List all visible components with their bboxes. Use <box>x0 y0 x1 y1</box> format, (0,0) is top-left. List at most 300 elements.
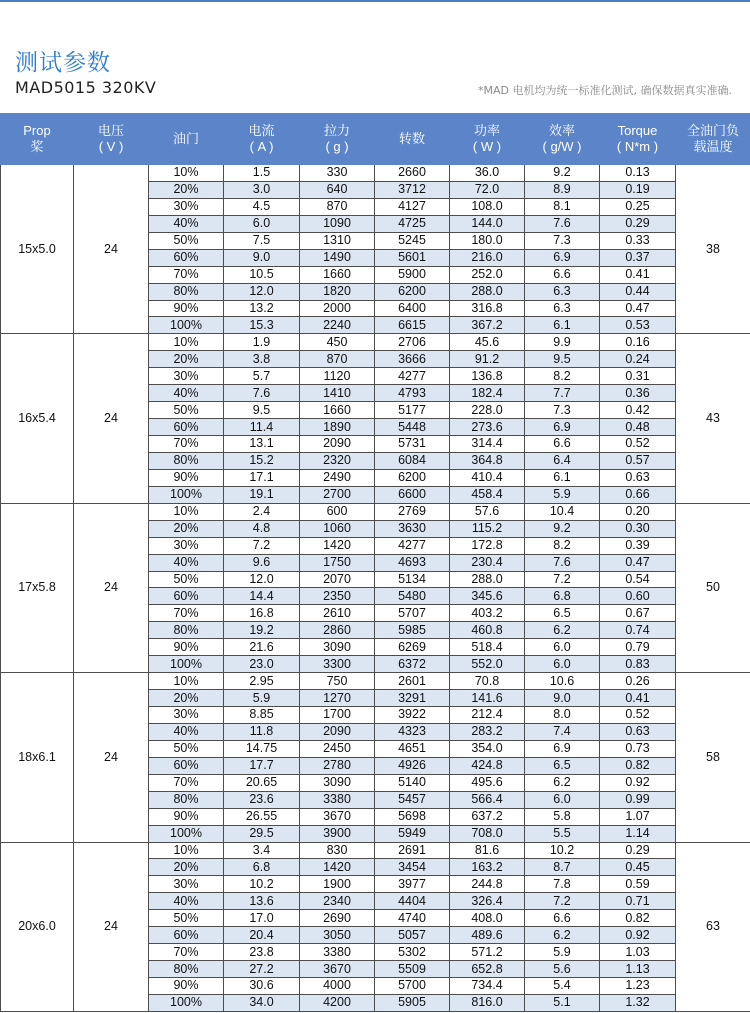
thrust-cell: 2450 <box>300 740 375 757</box>
temperature-cell: 63 <box>676 842 750 1011</box>
thrust-cell: 3670 <box>300 961 375 978</box>
thrust-cell: 2780 <box>300 757 375 774</box>
rpm-cell: 3922 <box>375 707 450 724</box>
power-cell: 163.2 <box>450 859 525 876</box>
temperature-cell: 50 <box>676 503 750 672</box>
thrust-cell: 1890 <box>300 419 375 436</box>
torque-cell: 0.63 <box>600 469 676 486</box>
throttle-cell: 10% <box>149 503 224 520</box>
torque-cell: 1.07 <box>600 808 676 825</box>
efficiency-cell: 7.3 <box>525 402 600 419</box>
col-header-torque: Torque ( N*m ) <box>600 114 676 165</box>
torque-cell: 0.83 <box>600 656 676 673</box>
efficiency-cell: 6.3 <box>525 283 600 300</box>
thrust-cell: 1410 <box>300 385 375 402</box>
throttle-cell: 40% <box>149 723 224 740</box>
torque-cell: 0.47 <box>600 554 676 571</box>
efficiency-cell: 6.2 <box>525 774 600 791</box>
temperature-cell: 43 <box>676 334 750 503</box>
power-cell: 172.8 <box>450 537 525 554</box>
rpm-cell: 5601 <box>375 249 450 266</box>
thrust-cell: 1420 <box>300 537 375 554</box>
power-cell: 345.6 <box>450 588 525 605</box>
rpm-cell: 5509 <box>375 961 450 978</box>
throttle-cell: 50% <box>149 402 224 419</box>
torque-cell: 0.67 <box>600 605 676 622</box>
col-header-temperature: 全油门负 载温度 <box>676 114 750 165</box>
throttle-cell: 60% <box>149 757 224 774</box>
throttle-cell: 100% <box>149 994 224 1011</box>
power-cell: 652.8 <box>450 961 525 978</box>
current-cell: 10.5 <box>224 266 300 283</box>
rpm-cell: 6200 <box>375 283 450 300</box>
current-cell: 1.5 <box>224 165 300 182</box>
throttle-cell: 90% <box>149 300 224 317</box>
current-cell: 4.8 <box>224 520 300 537</box>
current-cell: 7.6 <box>224 385 300 402</box>
throttle-cell: 100% <box>149 317 224 334</box>
efficiency-cell: 9.0 <box>525 690 600 707</box>
thrust-cell: 870 <box>300 351 375 368</box>
throttle-cell: 20% <box>149 690 224 707</box>
rpm-cell: 6200 <box>375 469 450 486</box>
current-cell: 3.0 <box>224 181 300 198</box>
throttle-cell: 50% <box>149 232 224 249</box>
current-cell: 12.0 <box>224 283 300 300</box>
efficiency-cell: 6.2 <box>525 622 600 639</box>
table-row <box>1 842 750 859</box>
thrust-cell: 2240 <box>300 317 375 334</box>
throttle-cell: 20% <box>149 859 224 876</box>
throttle-cell: 50% <box>149 910 224 927</box>
power-cell: 244.8 <box>450 876 525 893</box>
power-cell: 212.4 <box>450 707 525 724</box>
throttle-cell: 10% <box>149 165 224 182</box>
torque-cell: 1.23 <box>600 978 676 995</box>
rpm-cell: 5140 <box>375 774 450 791</box>
throttle-cell: 70% <box>149 605 224 622</box>
col-header-power: 功率 ( W ) <box>450 114 525 165</box>
rpm-cell: 4651 <box>375 740 450 757</box>
efficiency-cell: 8.0 <box>525 707 600 724</box>
throttle-cell: 70% <box>149 944 224 961</box>
torque-cell: 0.29 <box>600 842 676 859</box>
rpm-cell: 5057 <box>375 927 450 944</box>
voltage-cell: 24 <box>74 334 149 503</box>
rpm-cell: 5134 <box>375 571 450 588</box>
thrust-cell: 3090 <box>300 639 375 656</box>
efficiency-cell: 6.3 <box>525 300 600 317</box>
torque-cell: 0.19 <box>600 181 676 198</box>
rpm-cell: 3454 <box>375 859 450 876</box>
motor-model: MAD5015 320KV <box>15 78 157 97</box>
current-cell: 21.6 <box>224 639 300 656</box>
power-cell: 70.8 <box>450 673 525 690</box>
rpm-cell: 5900 <box>375 266 450 283</box>
voltage-cell: 24 <box>74 673 149 842</box>
efficiency-cell: 10.4 <box>525 503 600 520</box>
efficiency-cell: 8.7 <box>525 859 600 876</box>
throttle-cell: 70% <box>149 266 224 283</box>
efficiency-cell: 9.2 <box>525 165 600 182</box>
power-cell: 57.6 <box>450 503 525 520</box>
torque-cell: 0.92 <box>600 774 676 791</box>
rpm-cell: 5905 <box>375 994 450 1011</box>
power-cell: 460.8 <box>450 622 525 639</box>
efficiency-cell: 10.6 <box>525 673 600 690</box>
prop-size-cell: 16x5.4 <box>1 334 74 503</box>
rpm-cell: 4127 <box>375 198 450 215</box>
throttle-cell: 20% <box>149 351 224 368</box>
current-cell: 7.2 <box>224 537 300 554</box>
power-cell: 91.2 <box>450 351 525 368</box>
thrust-cell: 2090 <box>300 436 375 453</box>
throttle-cell: 10% <box>149 842 224 859</box>
rpm-cell: 5177 <box>375 402 450 419</box>
col-header-efficiency: 效率 ( g/W ) <box>525 114 600 165</box>
rpm-cell: 5949 <box>375 825 450 842</box>
throttle-cell: 60% <box>149 419 224 436</box>
efficiency-cell: 5.5 <box>525 825 600 842</box>
power-cell: 816.0 <box>450 994 525 1011</box>
thrust-cell: 1310 <box>300 232 375 249</box>
current-cell: 13.6 <box>224 893 300 910</box>
power-cell: 230.4 <box>450 554 525 571</box>
voltage-cell: 24 <box>74 842 149 1011</box>
power-cell: 72.0 <box>450 181 525 198</box>
power-cell: 288.0 <box>450 571 525 588</box>
thrust-cell: 2690 <box>300 910 375 927</box>
thrust-cell: 1700 <box>300 707 375 724</box>
thrust-cell: 3900 <box>300 825 375 842</box>
torque-cell: 1.14 <box>600 825 676 842</box>
efficiency-cell: 8.1 <box>525 198 600 215</box>
current-cell: 7.5 <box>224 232 300 249</box>
power-cell: 283.2 <box>450 723 525 740</box>
throttle-cell: 60% <box>149 927 224 944</box>
power-cell: 288.0 <box>450 283 525 300</box>
thrust-cell: 330 <box>300 165 375 182</box>
power-cell: 566.4 <box>450 791 525 808</box>
torque-cell: 0.79 <box>600 639 676 656</box>
torque-cell: 0.66 <box>600 486 676 503</box>
throttle-cell: 30% <box>149 198 224 215</box>
efficiency-cell: 6.5 <box>525 757 600 774</box>
current-cell: 23.6 <box>224 791 300 808</box>
current-cell: 20.65 <box>224 774 300 791</box>
torque-cell: 0.20 <box>600 503 676 520</box>
torque-cell: 0.33 <box>600 232 676 249</box>
throttle-cell: 70% <box>149 774 224 791</box>
throttle-cell: 30% <box>149 707 224 724</box>
efficiency-cell: 8.9 <box>525 181 600 198</box>
throttle-cell: 80% <box>149 283 224 300</box>
torque-cell: 1.03 <box>600 944 676 961</box>
current-cell: 3.8 <box>224 351 300 368</box>
power-cell: 314.4 <box>450 436 525 453</box>
current-cell: 14.4 <box>224 588 300 605</box>
torque-cell: 1.32 <box>600 994 676 1011</box>
torque-cell: 0.41 <box>600 266 676 283</box>
current-cell: 3.4 <box>224 842 300 859</box>
spec-table-body <box>1 165 750 1012</box>
rpm-cell: 6372 <box>375 656 450 673</box>
thrust-cell: 1660 <box>300 402 375 419</box>
current-cell: 29.5 <box>224 825 300 842</box>
throttle-cell: 20% <box>149 181 224 198</box>
efficiency-cell: 6.9 <box>525 419 600 436</box>
throttle-cell: 10% <box>149 334 224 351</box>
current-cell: 9.5 <box>224 402 300 419</box>
thrust-cell: 1270 <box>300 690 375 707</box>
torque-cell: 0.82 <box>600 910 676 927</box>
current-cell: 15.2 <box>224 452 300 469</box>
efficiency-cell: 5.1 <box>525 994 600 1011</box>
page-title: 测试参数 <box>15 50 111 76</box>
throttle-cell: 50% <box>149 740 224 757</box>
rpm-cell: 5457 <box>375 791 450 808</box>
throttle-cell: 80% <box>149 452 224 469</box>
torque-cell: 0.36 <box>600 385 676 402</box>
efficiency-cell: 7.7 <box>525 385 600 402</box>
torque-cell: 0.37 <box>600 249 676 266</box>
throttle-cell: 100% <box>149 486 224 503</box>
throttle-cell: 100% <box>149 825 224 842</box>
efficiency-cell: 6.0 <box>525 639 600 656</box>
torque-cell: 0.26 <box>600 673 676 690</box>
rpm-cell: 2706 <box>375 334 450 351</box>
rpm-cell: 6400 <box>375 300 450 317</box>
torque-cell: 0.29 <box>600 215 676 232</box>
power-cell: 403.2 <box>450 605 525 622</box>
throttle-cell: 40% <box>149 554 224 571</box>
current-cell: 14.75 <box>224 740 300 757</box>
power-cell: 144.0 <box>450 215 525 232</box>
rpm-cell: 3977 <box>375 876 450 893</box>
current-cell: 6.8 <box>224 859 300 876</box>
torque-cell: 0.99 <box>600 791 676 808</box>
thrust-cell: 1900 <box>300 876 375 893</box>
current-cell: 5.9 <box>224 690 300 707</box>
efficiency-cell: 5.8 <box>525 808 600 825</box>
efficiency-cell: 5.6 <box>525 961 600 978</box>
thrust-cell: 4000 <box>300 978 375 995</box>
efficiency-cell: 6.8 <box>525 588 600 605</box>
efficiency-cell: 6.2 <box>525 927 600 944</box>
prop-size-cell: 17x5.8 <box>1 503 74 672</box>
power-cell: 115.2 <box>450 520 525 537</box>
throttle-cell: 30% <box>149 368 224 385</box>
power-cell: 410.4 <box>450 469 525 486</box>
table-row <box>1 503 750 520</box>
power-cell: 367.2 <box>450 317 525 334</box>
thrust-cell: 3380 <box>300 791 375 808</box>
thrust-cell: 640 <box>300 181 375 198</box>
efficiency-cell: 6.4 <box>525 452 600 469</box>
power-cell: 734.4 <box>450 978 525 995</box>
throttle-cell: 10% <box>149 673 224 690</box>
power-cell: 424.8 <box>450 757 525 774</box>
voltage-cell: 24 <box>74 165 149 334</box>
efficiency-cell: 9.9 <box>525 334 600 351</box>
torque-cell: 0.59 <box>600 876 676 893</box>
rpm-cell: 4693 <box>375 554 450 571</box>
current-cell: 23.8 <box>224 944 300 961</box>
rpm-cell: 2660 <box>375 165 450 182</box>
current-cell: 16.8 <box>224 605 300 622</box>
torque-cell: 0.52 <box>600 436 676 453</box>
efficiency-cell: 9.5 <box>525 351 600 368</box>
torque-cell: 0.74 <box>600 622 676 639</box>
thrust-cell: 2090 <box>300 723 375 740</box>
current-cell: 11.8 <box>224 723 300 740</box>
efficiency-cell: 7.6 <box>525 554 600 571</box>
current-cell: 19.1 <box>224 486 300 503</box>
current-cell: 19.2 <box>224 622 300 639</box>
rpm-cell: 4323 <box>375 723 450 740</box>
rpm-cell: 4277 <box>375 537 450 554</box>
rpm-cell: 2769 <box>375 503 450 520</box>
throttle-cell: 60% <box>149 588 224 605</box>
rpm-cell: 6600 <box>375 486 450 503</box>
current-cell: 20.4 <box>224 927 300 944</box>
rpm-cell: 5698 <box>375 808 450 825</box>
rpm-cell: 5985 <box>375 622 450 639</box>
rpm-cell: 3630 <box>375 520 450 537</box>
thrust-cell: 3090 <box>300 774 375 791</box>
rpm-cell: 4926 <box>375 757 450 774</box>
rpm-cell: 5731 <box>375 436 450 453</box>
power-cell: 495.6 <box>450 774 525 791</box>
torque-cell: 0.47 <box>600 300 676 317</box>
power-cell: 182.4 <box>450 385 525 402</box>
thrust-cell: 870 <box>300 198 375 215</box>
power-cell: 518.4 <box>450 639 525 656</box>
throttle-cell: 90% <box>149 808 224 825</box>
rpm-cell: 5700 <box>375 978 450 995</box>
rpm-cell: 5707 <box>375 605 450 622</box>
torque-cell: 0.44 <box>600 283 676 300</box>
thrust-cell: 1420 <box>300 859 375 876</box>
efficiency-cell: 8.2 <box>525 537 600 554</box>
efficiency-cell: 7.6 <box>525 215 600 232</box>
efficiency-cell: 6.6 <box>525 436 600 453</box>
thrust-cell: 2700 <box>300 486 375 503</box>
top-divider <box>0 0 750 2</box>
power-cell: 180.0 <box>450 232 525 249</box>
rpm-cell: 3291 <box>375 690 450 707</box>
thrust-cell: 3380 <box>300 944 375 961</box>
power-cell: 354.0 <box>450 740 525 757</box>
torque-cell: 0.63 <box>600 723 676 740</box>
thrust-cell: 830 <box>300 842 375 859</box>
torque-cell: 0.52 <box>600 707 676 724</box>
throttle-cell: 100% <box>149 656 224 673</box>
col-header-current: 电流 ( A ) <box>224 114 300 165</box>
table-row <box>1 165 750 182</box>
torque-cell: 0.71 <box>600 893 676 910</box>
power-cell: 458.4 <box>450 486 525 503</box>
current-cell: 1.9 <box>224 334 300 351</box>
thrust-cell: 2320 <box>300 452 375 469</box>
torque-cell: 0.13 <box>600 165 676 182</box>
current-cell: 5.7 <box>224 368 300 385</box>
rpm-cell: 3712 <box>375 181 450 198</box>
current-cell: 27.2 <box>224 961 300 978</box>
rpm-cell: 6084 <box>375 452 450 469</box>
efficiency-cell: 6.5 <box>525 605 600 622</box>
efficiency-cell: 7.2 <box>525 571 600 588</box>
efficiency-cell: 5.9 <box>525 486 600 503</box>
thrust-cell: 4200 <box>300 994 375 1011</box>
current-cell: 10.2 <box>224 876 300 893</box>
thrust-cell: 1750 <box>300 554 375 571</box>
throttle-cell: 90% <box>149 978 224 995</box>
efficiency-cell: 6.9 <box>525 249 600 266</box>
current-cell: 2.4 <box>224 503 300 520</box>
test-note: *MAD 电机均为统一标准化测试, 确保数据真实准确. <box>478 84 732 97</box>
torque-cell: 0.31 <box>600 368 676 385</box>
efficiency-cell: 6.0 <box>525 791 600 808</box>
thrust-cell: 1060 <box>300 520 375 537</box>
torque-cell: 0.92 <box>600 927 676 944</box>
current-cell: 13.2 <box>224 300 300 317</box>
power-cell: 326.4 <box>450 893 525 910</box>
temperature-cell: 58 <box>676 673 750 842</box>
throttle-cell: 60% <box>149 249 224 266</box>
thrust-cell: 1490 <box>300 249 375 266</box>
thrust-cell: 1820 <box>300 283 375 300</box>
thrust-cell: 1120 <box>300 368 375 385</box>
throttle-cell: 40% <box>149 893 224 910</box>
rpm-cell: 5448 <box>375 419 450 436</box>
thrust-cell: 600 <box>300 503 375 520</box>
prop-size-cell: 18x6.1 <box>1 673 74 842</box>
power-cell: 552.0 <box>450 656 525 673</box>
throttle-cell: 20% <box>149 520 224 537</box>
rpm-cell: 3666 <box>375 351 450 368</box>
col-header-rpm: 转数 <box>375 114 450 165</box>
temperature-cell: 38 <box>676 165 750 334</box>
throttle-cell: 90% <box>149 639 224 656</box>
thrust-cell: 2070 <box>300 571 375 588</box>
current-cell: 2.95 <box>224 673 300 690</box>
rpm-cell: 4725 <box>375 215 450 232</box>
efficiency-cell: 5.9 <box>525 944 600 961</box>
power-cell: 408.0 <box>450 910 525 927</box>
current-cell: 15.3 <box>224 317 300 334</box>
throttle-cell: 80% <box>149 622 224 639</box>
thrust-cell: 2860 <box>300 622 375 639</box>
thrust-cell: 2000 <box>300 300 375 317</box>
current-cell: 30.6 <box>224 978 300 995</box>
efficiency-cell: 6.1 <box>525 469 600 486</box>
power-cell: 216.0 <box>450 249 525 266</box>
current-cell: 6.0 <box>224 215 300 232</box>
current-cell: 34.0 <box>224 994 300 1011</box>
current-cell: 12.0 <box>224 571 300 588</box>
thrust-cell: 750 <box>300 673 375 690</box>
efficiency-cell: 6.0 <box>525 656 600 673</box>
current-cell: 17.7 <box>224 757 300 774</box>
throttle-cell: 50% <box>149 571 224 588</box>
col-header-thrust: 拉力 ( g ) <box>300 114 375 165</box>
efficiency-cell: 7.8 <box>525 876 600 893</box>
current-cell: 9.6 <box>224 554 300 571</box>
prop-size-cell: 15x5.0 <box>1 165 74 334</box>
torque-cell: 0.73 <box>600 740 676 757</box>
throttle-cell: 30% <box>149 876 224 893</box>
